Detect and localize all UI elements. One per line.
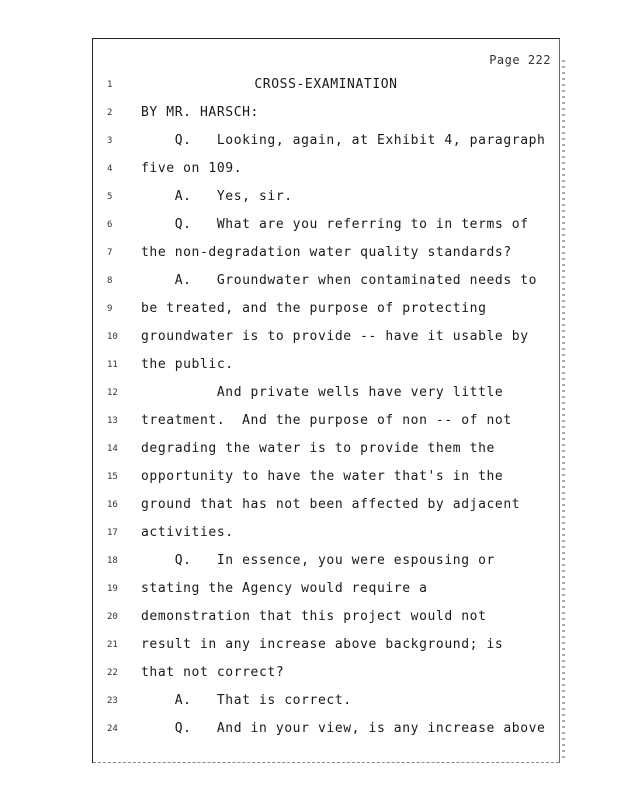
line-number: 3 <box>107 136 113 146</box>
line-number: 12 <box>107 388 118 398</box>
line-text: opportunity to have the water that's in the <box>141 469 504 484</box>
scan-edge-marks <box>562 60 565 760</box>
line-number: 13 <box>107 416 118 426</box>
transcript-line <box>93 525 559 545</box>
page-number: Page 222 <box>489 53 551 67</box>
transcript-line <box>93 189 559 209</box>
transcript-line <box>93 217 559 237</box>
line-number: 9 <box>107 304 113 314</box>
line-text: Q. In essence, you were espousing or <box>141 553 495 568</box>
transcript-line <box>93 301 559 321</box>
line-text: the non-degradation water quality standards? <box>141 245 512 260</box>
line-number: 7 <box>107 248 113 258</box>
line-number: 15 <box>107 472 118 482</box>
line-text: groundwater is to provide -- have it usable by <box>141 329 529 344</box>
line-number: 24 <box>107 724 118 734</box>
transcript-line <box>93 497 559 517</box>
transcript-line <box>93 581 559 601</box>
line-number: 16 <box>107 500 118 510</box>
line-text: treatment. And the purpose of non -- of not <box>141 413 512 428</box>
line-text: be treated, and the purpose of protecting <box>141 301 487 316</box>
line-number: 11 <box>107 360 118 370</box>
line-text: degrading the water is to provide them the <box>141 441 495 456</box>
line-text: Q. Looking, again, at Exhibit 4, paragraph <box>141 133 546 148</box>
line-number: 5 <box>107 192 113 202</box>
transcript-line <box>93 413 559 433</box>
transcript-line <box>93 161 559 181</box>
line-number: 10 <box>107 332 118 342</box>
transcript-line <box>93 693 559 713</box>
transcript-line <box>93 441 559 461</box>
line-text: BY MR. HARSCH: <box>141 105 259 120</box>
line-number: 21 <box>107 640 118 650</box>
line-number: 19 <box>107 584 118 594</box>
line-number: 22 <box>107 668 118 678</box>
line-text: the public. <box>141 357 234 372</box>
line-text: stating the Agency would require a <box>141 581 428 596</box>
transcript-line <box>93 665 559 685</box>
transcript-line <box>93 77 559 97</box>
line-number: 20 <box>107 612 118 622</box>
line-number: 18 <box>107 556 118 566</box>
transcript-line <box>93 133 559 153</box>
line-number: 8 <box>107 276 113 286</box>
transcript-line <box>93 273 559 293</box>
line-number: 1 <box>107 80 113 90</box>
line-text: that not correct? <box>141 665 285 680</box>
transcript-line <box>93 105 559 125</box>
line-number: 4 <box>107 164 113 174</box>
line-text: A. Yes, sir. <box>141 189 293 204</box>
transcript-line <box>93 329 559 349</box>
transcript-page <box>92 38 560 763</box>
transcript-line <box>93 609 559 629</box>
line-number: 14 <box>107 444 118 454</box>
line-number: 17 <box>107 528 118 538</box>
line-text: Q. And in your view, is any increase above <box>141 721 546 736</box>
transcript-line <box>93 553 559 573</box>
transcript-line <box>93 721 559 741</box>
transcript-line <box>93 245 559 265</box>
line-number: 23 <box>107 696 118 706</box>
line-number: 6 <box>107 220 113 230</box>
transcript-line <box>93 357 559 377</box>
line-text: ground that has not been affected by adjacent <box>141 497 521 512</box>
line-number: 2 <box>107 108 113 118</box>
line-text: activities. <box>141 525 234 540</box>
transcript-line <box>93 385 559 405</box>
line-text: A. Groundwater when contaminated needs to <box>141 273 538 288</box>
line-text: And private wells have very little <box>141 385 504 400</box>
line-text: Q. What are you referring to in terms of <box>141 217 529 232</box>
line-text: five on 109. <box>141 161 243 176</box>
line-text: CROSS-EXAMINATION <box>254 77 398 92</box>
transcript-line <box>93 637 559 657</box>
line-text: demonstration that this project would not <box>141 609 487 624</box>
transcript-line <box>93 469 559 489</box>
line-text: result in any increase above background; is <box>141 637 504 652</box>
line-text: A. That is correct. <box>141 693 352 708</box>
